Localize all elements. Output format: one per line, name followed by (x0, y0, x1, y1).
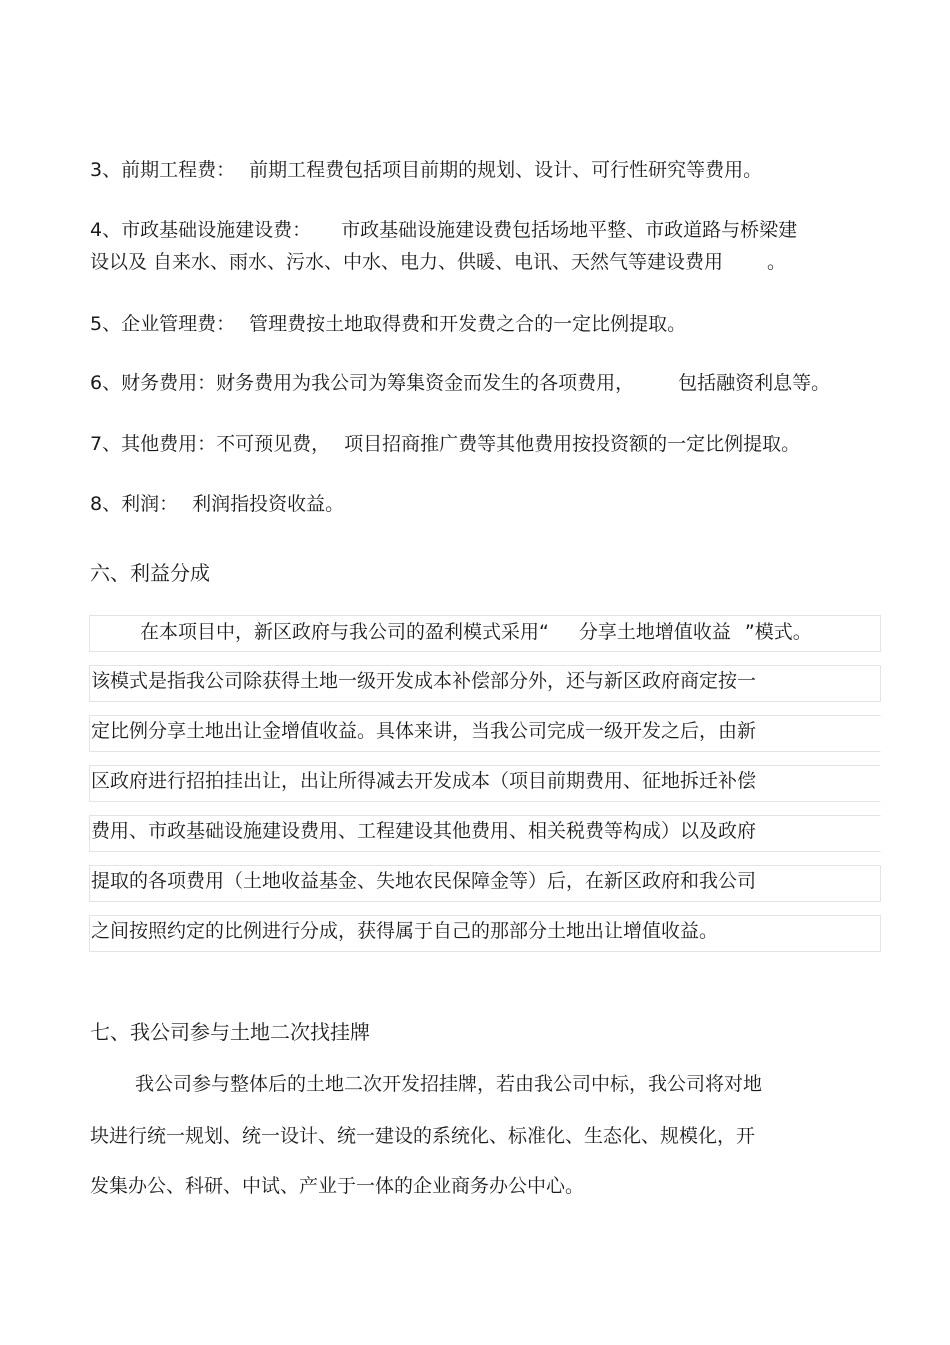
item-7-text: 不可预见费， (216, 433, 331, 455)
item-5-label: 5、企业管理费： (90, 313, 236, 335)
section-6-row-4 (89, 765, 881, 802)
item-3-text: 前期工程费包括项目前期的规划、设计、可行性研究等费用。 (249, 159, 763, 181)
section-7-title: 七、我公司参与土地二次找挂牌 (90, 1020, 370, 1044)
section-7-line-3: 发集办公、科研、中试、产业于一体的企业商务办公中心。 (90, 1175, 585, 1197)
section-6-row-2 (89, 665, 881, 702)
quoted-mode: 分享土地增值收益 (578, 621, 731, 643)
item-8-text: 利润指投资收益。 (192, 493, 345, 515)
item-4-text: 市政基础设施建设费包括场地平整、市政道路与桥梁建 (341, 219, 798, 241)
item-4-cont-text: 设以及 自来水、雨水、污水、中水、电力、供暖、电讯、天然气等建设费用 (90, 251, 724, 273)
item-6 (90, 371, 830, 395)
section-6-line-1a: 在本项目中，新区政府与我公司的盈利模式采用“ (140, 621, 549, 643)
item-7 (90, 432, 800, 456)
section-6-title: 六、利益分成 (90, 561, 210, 585)
item-5-text: 管理费按土地取得费和开发费之合的一定比例提取。 (249, 313, 687, 335)
section-6-line-3: 定比例分享土地出让金增值收益。具体来讲，当我公司完成一级开发之后，由新 (91, 720, 757, 742)
section-6-line-4: 区政府进行招拍挂出让，出让所得减去开发成本（项目前期费用、征地拆迁补偿 (91, 770, 757, 792)
section-6-line-2: 该模式是指我公司除获得土地一级开发成本补偿部分外，还与新区政府商定按一 (91, 670, 757, 692)
item-6-label: 6、财务费用： (90, 372, 217, 394)
item-4-continuation (90, 250, 786, 274)
section-6-line-1 (140, 620, 812, 644)
item-6-text2: 包括融资利息等。 (678, 372, 831, 394)
section-7-line-1: 我公司参与整体后的土地二次开发招挂牌，若由我公司中标，我公司将对地 (135, 1073, 763, 1095)
item-5 (90, 312, 686, 336)
item-7-text2: 项目招商推广费等其他费用按投资额的一定比例提取。 (344, 433, 801, 455)
item-4-end: 。 (767, 251, 787, 273)
section-6-line-5: 费用、市政基础设施建设费用、工程建设其他费用、相关税费等构成）以及政府 (91, 820, 757, 842)
item-6-text: 财务费用为我公司为筹集资金而发生的各项费用， (216, 372, 635, 394)
section-6-row-6 (89, 865, 881, 902)
item-3 (90, 158, 762, 182)
section-6-row-7 (89, 915, 881, 952)
section-6-line-1c: ”模式。 (744, 621, 812, 643)
section-6-row-3 (89, 715, 881, 752)
section-6-row-1 (89, 615, 881, 652)
section-6-row-5 (89, 815, 881, 852)
item-4-label: 4、市政基础设施建设费： (90, 219, 312, 241)
item-8-label: 8、利润： (90, 493, 179, 515)
section-6-line-7: 之间按照约定的比例进行分成，获得属于自己的那部分土地出让增值收益。 (91, 920, 719, 942)
section-6-line-6: 提取的各项费用（土地收益基金、失地农民保障金等）后，在新区政府和我公司 (91, 870, 757, 892)
item-3-label: 3、前期工程费： (90, 159, 236, 181)
item-8 (90, 492, 344, 516)
section-7-line-2: 块进行统一规划、统一设计、统一建设的系统化、标准化、生态化、规模化，开 (90, 1125, 756, 1147)
item-7-label: 7、其他费用： (90, 433, 217, 455)
item-4 (90, 218, 797, 242)
